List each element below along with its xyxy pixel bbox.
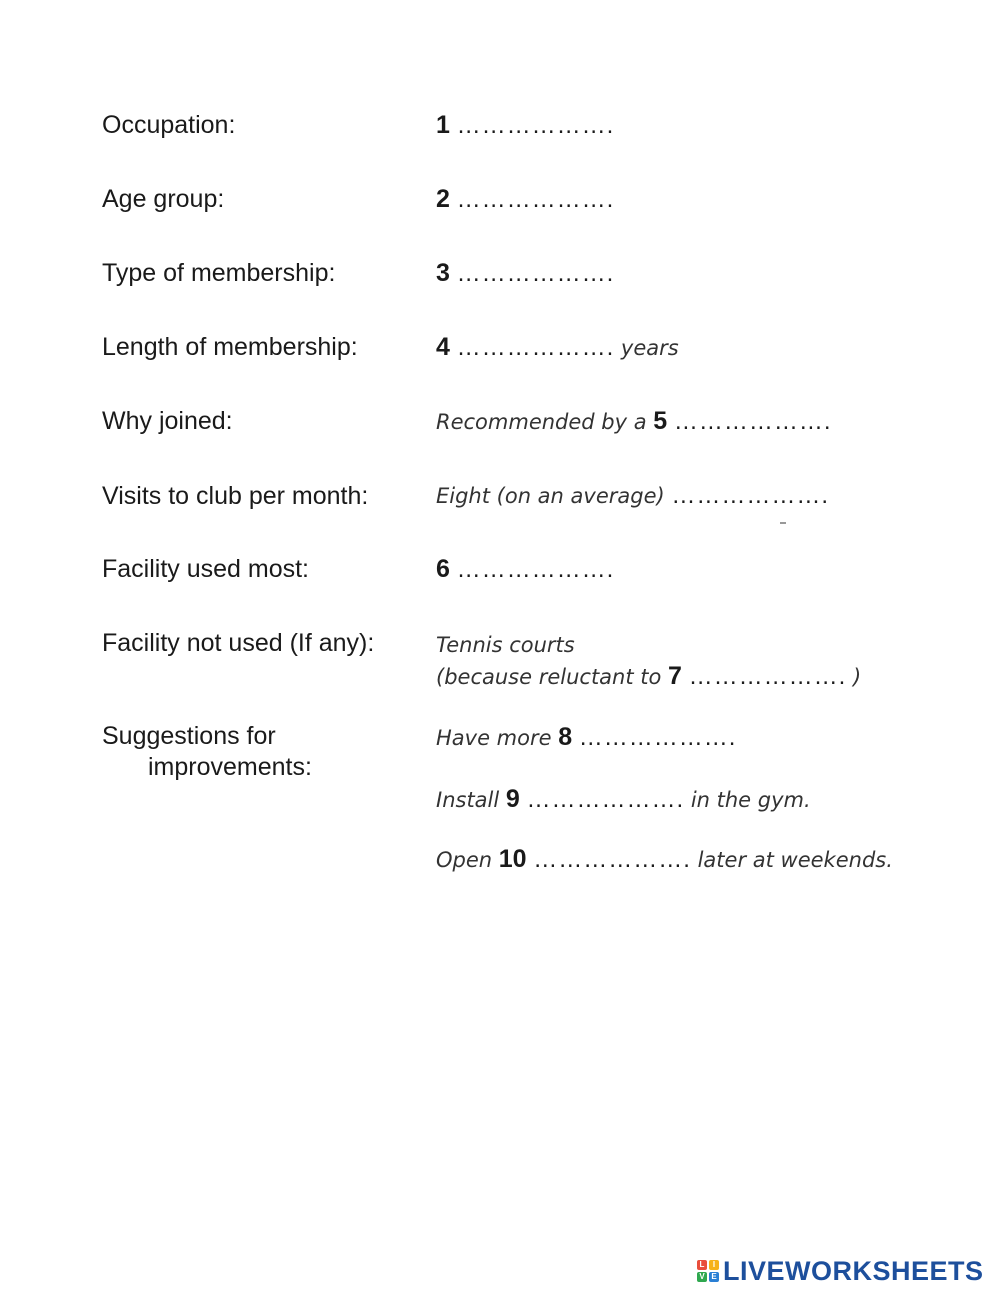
question-number: 8 xyxy=(558,723,573,751)
answer-7-line1 xyxy=(436,630,575,660)
logo-block: I xyxy=(709,1260,719,1270)
answer-4 xyxy=(436,332,679,363)
answer-prefix-text: Have more xyxy=(436,726,552,750)
answer-suffix-text: ) xyxy=(852,665,862,689)
answer-blank-5[interactable]: ………………. xyxy=(673,408,832,435)
answer-blank-8[interactable]: ………………. xyxy=(578,724,737,751)
question-number: 2 xyxy=(436,185,450,213)
label-type-of-membership: Type of membership: xyxy=(102,259,336,287)
question-number: 1 xyxy=(436,111,450,139)
label-why-joined: Why joined: xyxy=(102,407,233,435)
answer-visits xyxy=(436,481,829,511)
question-number: 9 xyxy=(505,785,520,813)
answer-10 xyxy=(436,844,893,875)
question-number: 10 xyxy=(498,845,527,873)
answer-9 xyxy=(436,784,811,815)
logo-block: L xyxy=(697,1260,707,1270)
answer-blank-2[interactable]: ………………. xyxy=(456,186,615,213)
logo-block: E xyxy=(709,1272,719,1282)
liveworksheets-logo[interactable] xyxy=(697,1254,984,1288)
answer-5 xyxy=(436,406,832,437)
stray-mark xyxy=(780,522,786,524)
question-number: 4 xyxy=(436,333,450,361)
answer-blank-1[interactable]: ………………. xyxy=(456,112,615,139)
answer-1 xyxy=(436,110,614,141)
answer-blank-6[interactable]: ………………. xyxy=(456,556,615,583)
answer-text: Tennis courts xyxy=(436,633,575,657)
answer-prefix-text: (because reluctant to xyxy=(436,665,662,689)
logo-blocks-icon xyxy=(697,1260,719,1282)
answer-blank-10[interactable]: ………………. xyxy=(533,846,691,873)
label-visits-per-month: Visits to club per month: xyxy=(102,482,369,510)
answer-prefix-text: Recommended by a xyxy=(436,410,647,434)
label-improvements: improvements: xyxy=(148,753,312,781)
answer-suffix-text: later at weekends. xyxy=(697,848,893,872)
question-number: 5 xyxy=(653,407,668,435)
answer-3 xyxy=(436,258,614,289)
question-number: 7 xyxy=(668,662,682,690)
answer-7 xyxy=(436,661,861,692)
answer-prefix-text: Install xyxy=(436,788,500,812)
answer-suffix-text: years xyxy=(620,336,679,360)
answer-dots: ………………. xyxy=(671,482,830,509)
answer-8 xyxy=(436,722,736,753)
answer-6 xyxy=(436,554,614,585)
label-facility-not-used: Facility not used (If any): xyxy=(102,629,375,657)
answer-2 xyxy=(436,184,614,215)
label-facility-used-most: Facility used most: xyxy=(102,555,310,583)
question-number: 6 xyxy=(436,555,450,583)
answer-blank-9[interactable]: ………………. xyxy=(526,786,685,813)
label-length-of-membership: Length of membership: xyxy=(102,333,358,361)
logo-text: LIVEWORKSHEETS xyxy=(723,1255,984,1286)
label-occupation: Occupation: xyxy=(102,111,236,139)
answer-blank-7[interactable]: ………………. xyxy=(688,663,847,690)
label-suggestions: Suggestions for xyxy=(102,722,276,750)
label-age-group: Age group: xyxy=(102,185,225,213)
answer-blank-4[interactable]: ………………. xyxy=(456,334,615,361)
logo-block: V xyxy=(697,1272,707,1282)
answer-blank-3[interactable]: ………………. xyxy=(456,260,615,287)
answer-prefix-text: Eight (on an average) xyxy=(436,484,665,508)
question-number: 3 xyxy=(436,259,450,287)
answer-suffix-text: in the gym. xyxy=(690,788,811,812)
answer-prefix-text: Open xyxy=(436,848,493,872)
